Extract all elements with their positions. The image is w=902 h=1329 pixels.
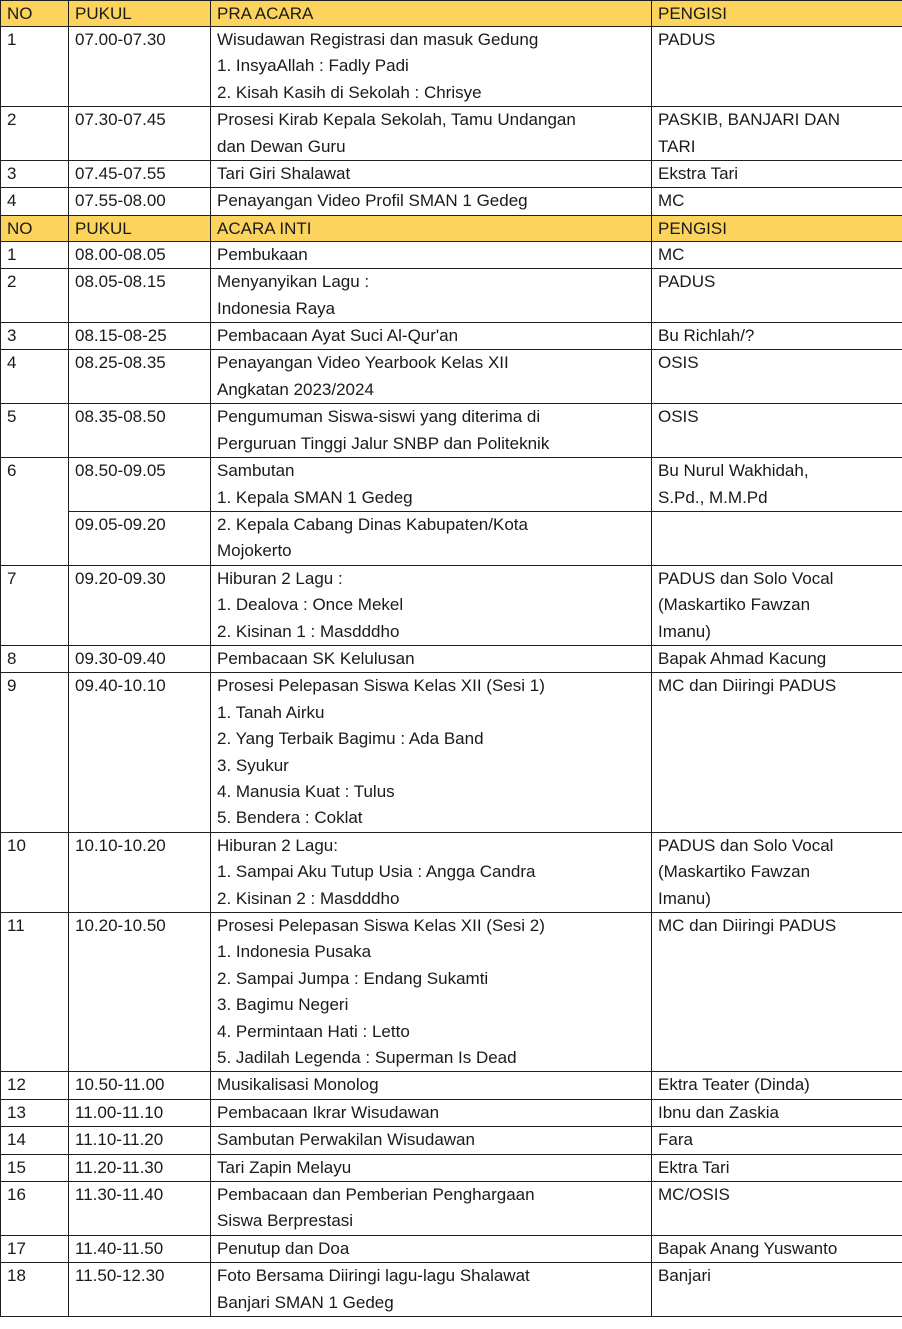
table-row xyxy=(1,1182,902,1236)
cell-acara-line: Penutup dan Doa xyxy=(217,1238,350,1258)
header-acara: ACARA INTI xyxy=(211,215,652,241)
cell-pengisi-line: Bu Nurul Wakhidah, xyxy=(658,461,809,481)
cell-pengisi-line: PADUS xyxy=(658,30,716,49)
cell-acara-line: Mojokerto xyxy=(217,541,292,561)
table-row xyxy=(1,188,902,215)
cell-pukul: 11.00-11.10 xyxy=(69,1099,211,1126)
cell-acara-line: 2. Kepala Cabang Dinas Kabupaten/Kota xyxy=(217,514,528,534)
cell-acara-line: Banjari SMAN 1 Gedeg xyxy=(217,1292,394,1312)
cell-no: 3 xyxy=(1,161,69,188)
cell-acara-line: 2. Yang Terbaik Bagimu : Ada Band xyxy=(217,729,484,749)
cell-acara xyxy=(211,269,652,323)
cell-no: 18 xyxy=(1,1263,69,1317)
cell-pengisi-line: (Maskartiko Fawzan xyxy=(658,595,811,615)
table-row xyxy=(1,107,902,161)
cell-acara-line: 1. Sampai Aku Tutup Usia : Angga Candra xyxy=(217,862,536,882)
cell-pukul: 11.40-11.50 xyxy=(69,1235,211,1262)
cell-acara xyxy=(211,673,652,832)
cell-acara-line: Pembukaan xyxy=(217,244,308,264)
cell-pengisi-line: Fara xyxy=(658,1130,693,1150)
cell-acara-line: Pembacaan SK Kelulusan xyxy=(217,648,415,668)
table-row xyxy=(1,1154,902,1181)
cell-acara-line: Perguruan Tinggi Jalur SNBP dan Politeknik xyxy=(217,433,550,453)
cell-pengisi xyxy=(652,1235,902,1262)
cell-pukul: 09.20-09.30 xyxy=(69,565,211,645)
cell-pukul: 11.50-12.30 xyxy=(69,1263,211,1317)
cell-pukul: 10.20-10.50 xyxy=(69,913,211,1072)
cell-acara xyxy=(211,161,652,188)
cell-pengisi-line: Ektra Teater (Dinda) xyxy=(658,1075,810,1095)
header-no: NO xyxy=(1,1,69,27)
cell-no: 2 xyxy=(1,107,69,161)
cell-acara xyxy=(211,565,652,645)
cell-pukul: 10.10-10.20 xyxy=(69,832,211,912)
cell-acara-line: Musikalisasi Monolog xyxy=(217,1075,379,1095)
cell-pengisi-line: PADUS xyxy=(658,272,716,292)
cell-pengisi-line: MC dan Diiringi PADUS xyxy=(658,916,837,935)
cell-pukul: 09.30-09.40 xyxy=(69,645,211,672)
cell-acara-line: 2. Kisah Kasih di Sekolah : Chrisye xyxy=(217,82,482,102)
cell-no: 14 xyxy=(1,1127,69,1154)
cell-pukul: 08.35-08.50 xyxy=(69,404,211,458)
cell-acara-line: 3. Syukur xyxy=(217,755,289,775)
cell-pengisi-line: MC xyxy=(658,244,685,264)
cell-no xyxy=(1,511,69,565)
table-row xyxy=(1,913,902,1072)
cell-pengisi-line: TARI xyxy=(658,136,696,156)
cell-pengisi-line: Imanu) xyxy=(658,621,711,641)
cell-no: 4 xyxy=(1,350,69,404)
cell-acara-line: Sambutan Perwakilan Wisudawan xyxy=(217,1130,475,1150)
cell-no: 17 xyxy=(1,1235,69,1262)
cell-acara-line: Indonesia Raya xyxy=(217,298,336,318)
cell-acara-line: 1. Dealova : Once Mekel xyxy=(217,595,404,615)
cell-pengisi-line: Ibnu dan Zaskia xyxy=(658,1102,779,1122)
cell-pengisi-line: OSIS xyxy=(658,407,699,427)
cell-acara-line: 5. Jadilah Legenda : Superman Is Dead xyxy=(217,1048,517,1068)
header-pukul: PUKUL xyxy=(69,1,211,27)
cell-pengisi xyxy=(652,107,902,161)
table-row xyxy=(1,1127,902,1154)
table-row xyxy=(1,1263,902,1317)
cell-acara-line: 2. Kisinan 2 : Masdddho xyxy=(217,888,400,908)
cell-pukul: 11.20-11.30 xyxy=(69,1154,211,1181)
cell-pukul: 09.40-10.10 xyxy=(69,673,211,832)
cell-pengisi xyxy=(652,350,902,404)
cell-no: 16 xyxy=(1,1182,69,1236)
cell-acara-line: 5. Bendera : Coklat xyxy=(217,808,363,828)
cell-pengisi xyxy=(652,1072,902,1099)
header-pengisi: PENGISI xyxy=(652,1,902,27)
cell-no: 10 xyxy=(1,832,69,912)
cell-pengisi xyxy=(652,645,902,672)
table-row xyxy=(1,458,902,512)
cell-pukul: 10.50-11.00 xyxy=(69,1072,211,1099)
cell-no: 9 xyxy=(1,673,69,832)
cell-acara-line: Pembacaan dan Pemberian Penghargaan xyxy=(217,1185,535,1205)
cell-pengisi-line: MC dan Diiringi PADUS xyxy=(658,676,837,696)
cell-acara-line: 3. Bagimu Negeri xyxy=(217,995,349,1015)
cell-acara xyxy=(211,27,652,107)
cell-acara xyxy=(211,323,652,350)
cell-pengisi xyxy=(652,161,902,188)
cell-acara xyxy=(211,1235,652,1262)
cell-acara-line: Prosesi Kirab Kepala Sekolah, Tamu Undangan xyxy=(217,110,576,130)
cell-acara-line: Tari Zapin Melayu xyxy=(217,1157,352,1177)
cell-acara-line: Prosesi Pelepasan Siswa Kelas XII (Sesi 2) xyxy=(217,916,545,935)
cell-pengisi xyxy=(652,241,902,268)
cell-pengisi-line: MC xyxy=(658,191,685,211)
cell-no: 12 xyxy=(1,1072,69,1099)
cell-acara xyxy=(211,1099,652,1126)
cell-pengisi xyxy=(652,511,902,565)
cell-pukul: 09.05-09.20 xyxy=(69,511,211,565)
header-pukul: PUKUL xyxy=(69,215,211,241)
cell-no: 2 xyxy=(1,269,69,323)
cell-acara xyxy=(211,1154,652,1181)
cell-acara-line: Hiburan 2 Lagu : xyxy=(217,568,343,588)
cell-pengisi xyxy=(652,1182,902,1236)
cell-pukul: 07.30-07.45 xyxy=(69,107,211,161)
schedule-body xyxy=(1,1,902,1317)
table-row xyxy=(1,645,902,672)
cell-pengisi xyxy=(652,565,902,645)
cell-acara-line: Siswa Berprestasi xyxy=(217,1211,354,1231)
cell-acara xyxy=(211,1182,652,1236)
cell-acara xyxy=(211,107,652,161)
table-row xyxy=(1,350,902,404)
cell-pengisi xyxy=(652,913,902,1072)
cell-acara xyxy=(211,1072,652,1099)
cell-no: 4 xyxy=(1,188,69,215)
cell-pengisi-line: Bapak Anang Yuswanto xyxy=(658,1238,838,1258)
cell-pengisi xyxy=(652,673,902,832)
cell-pengisi xyxy=(652,404,902,458)
cell-no: 15 xyxy=(1,1154,69,1181)
cell-acara xyxy=(211,404,652,458)
table-row xyxy=(1,832,902,912)
table-row xyxy=(1,511,902,565)
cell-acara-line: 1. Tanah Airku xyxy=(217,702,325,722)
table-row xyxy=(1,27,902,107)
table-row xyxy=(1,565,902,645)
cell-no: 8 xyxy=(1,645,69,672)
cell-acara-line: Penayangan Video Yearbook Kelas XII xyxy=(217,353,509,373)
cell-pukul: 08.05-08.15 xyxy=(69,269,211,323)
cell-pukul: 08.50-09.05 xyxy=(69,458,211,512)
cell-no: 1 xyxy=(1,27,69,107)
cell-pukul: 07.45-07.55 xyxy=(69,161,211,188)
cell-pengisi xyxy=(652,832,902,912)
header-pengisi: PENGISI xyxy=(652,215,902,241)
cell-pengisi-line: Banjari xyxy=(658,1266,711,1286)
cell-acara xyxy=(211,241,652,268)
cell-no: 11 xyxy=(1,913,69,1072)
cell-acara-line: Pembacaan Ayat Suci Al-Qur'an xyxy=(217,326,459,346)
cell-no: 1 xyxy=(1,241,69,268)
cell-acara-line: 1. Indonesia Pusaka xyxy=(217,942,372,962)
cell-no: 7 xyxy=(1,565,69,645)
cell-no: 3 xyxy=(1,323,69,350)
cell-acara-line: Wisudawan Registrasi dan masuk Gedung xyxy=(217,30,539,49)
cell-pengisi xyxy=(652,1127,902,1154)
cell-acara xyxy=(211,832,652,912)
cell-acara-line: Menyanyikan Lagu : xyxy=(217,272,370,292)
cell-acara-line: Foto Bersama Diiringi lagu-lagu Shalawat xyxy=(217,1266,530,1286)
cell-pengisi xyxy=(652,188,902,215)
table-row xyxy=(1,241,902,268)
table-row xyxy=(1,1072,902,1099)
cell-pukul: 08.00-08.05 xyxy=(69,241,211,268)
cell-no: 13 xyxy=(1,1099,69,1126)
cell-pengisi-line: PADUS dan Solo Vocal xyxy=(658,835,834,855)
cell-pengisi xyxy=(652,269,902,323)
cell-acara-line: Sambutan xyxy=(217,461,295,481)
cell-acara xyxy=(211,1127,652,1154)
header-no: NO xyxy=(1,215,69,241)
cell-acara xyxy=(211,188,652,215)
cell-acara-line: Prosesi Pelepasan Siswa Kelas XII (Sesi 1) xyxy=(217,676,545,696)
cell-pukul: 11.10-11.20 xyxy=(69,1127,211,1154)
cell-acara xyxy=(211,458,652,512)
cell-no: 5 xyxy=(1,404,69,458)
cell-acara-line: 2. Sampai Jumpa : Endang Sukamti xyxy=(217,968,489,988)
cell-acara-line: Pembacaan Ikrar Wisudawan xyxy=(217,1102,440,1122)
cell-acara-line: Tari Giri Shalawat xyxy=(217,164,351,184)
cell-pengisi-line: Ekstra Tari xyxy=(658,164,738,184)
cell-acara xyxy=(211,645,652,672)
cell-pukul: 07.00-07.30 xyxy=(69,27,211,107)
cell-pengisi-line: MC/OSIS xyxy=(658,1185,730,1205)
cell-acara-line: Angkatan 2023/2024 xyxy=(217,379,374,399)
table-row xyxy=(1,269,902,323)
cell-pengisi-line: Imanu) xyxy=(658,888,711,908)
cell-pengisi-line: (Maskartiko Fawzan xyxy=(658,862,811,882)
cell-acara-line: dan Dewan Guru xyxy=(217,136,346,156)
cell-pengisi xyxy=(652,1099,902,1126)
cell-acara-line: 4. Manusia Kuat : Tulus xyxy=(217,781,395,801)
table-row xyxy=(1,1235,902,1262)
cell-acara xyxy=(211,913,652,1072)
cell-acara xyxy=(211,1263,652,1317)
cell-pukul: 08.15-08-25 xyxy=(69,323,211,350)
cell-pengisi-line: S.Pd., M.M.Pd xyxy=(658,487,768,507)
cell-pengisi-line: OSIS xyxy=(658,353,699,373)
cell-acara-line: Pengumuman Siswa-siswi yang diterima di xyxy=(217,407,541,427)
cell-pengisi-line: PADUS dan Solo Vocal xyxy=(658,568,834,588)
cell-pengisi xyxy=(652,458,902,512)
table-row xyxy=(1,673,902,832)
cell-pengisi-line: Bapak Ahmad Kacung xyxy=(658,648,827,668)
cell-acara xyxy=(211,511,652,565)
pra-header-row xyxy=(1,1,902,27)
cell-no: 6 xyxy=(1,458,69,512)
table-row xyxy=(1,323,902,350)
header-acara: PRA ACARA xyxy=(211,1,652,27)
cell-acara-line: 4. Permintaan Hati : Letto xyxy=(217,1021,410,1041)
cell-acara-line: 2. Kisinan 1 : Masdddho xyxy=(217,621,400,641)
cell-pengisi xyxy=(652,1154,902,1181)
inti-header-row xyxy=(1,215,902,241)
cell-pengisi-line: Ektra Tari xyxy=(658,1157,730,1177)
cell-pukul: 07.55-08.00 xyxy=(69,188,211,215)
cell-pengisi-line: Bu Richlah/? xyxy=(658,326,755,346)
cell-acara-line: Penayangan Video Profil SMAN 1 Gedeg xyxy=(217,191,528,211)
table-row xyxy=(1,1099,902,1126)
cell-acara xyxy=(211,350,652,404)
cell-pukul: 11.30-11.40 xyxy=(69,1182,211,1236)
cell-pengisi-line: PASKIB, BANJARI DAN xyxy=(658,110,841,130)
cell-acara-line: Hiburan 2 Lagu: xyxy=(217,835,338,855)
table-row xyxy=(1,161,902,188)
cell-pengisi xyxy=(652,27,902,107)
cell-acara-line: 1. Kepala SMAN 1 Gedeg xyxy=(217,487,413,507)
cell-pengisi xyxy=(652,1263,902,1317)
cell-pukul: 08.25-08.35 xyxy=(69,350,211,404)
cell-acara-line: 1. InsyaAllah : Fadly Padi xyxy=(217,56,409,76)
table-row xyxy=(1,404,902,458)
cell-pengisi xyxy=(652,323,902,350)
